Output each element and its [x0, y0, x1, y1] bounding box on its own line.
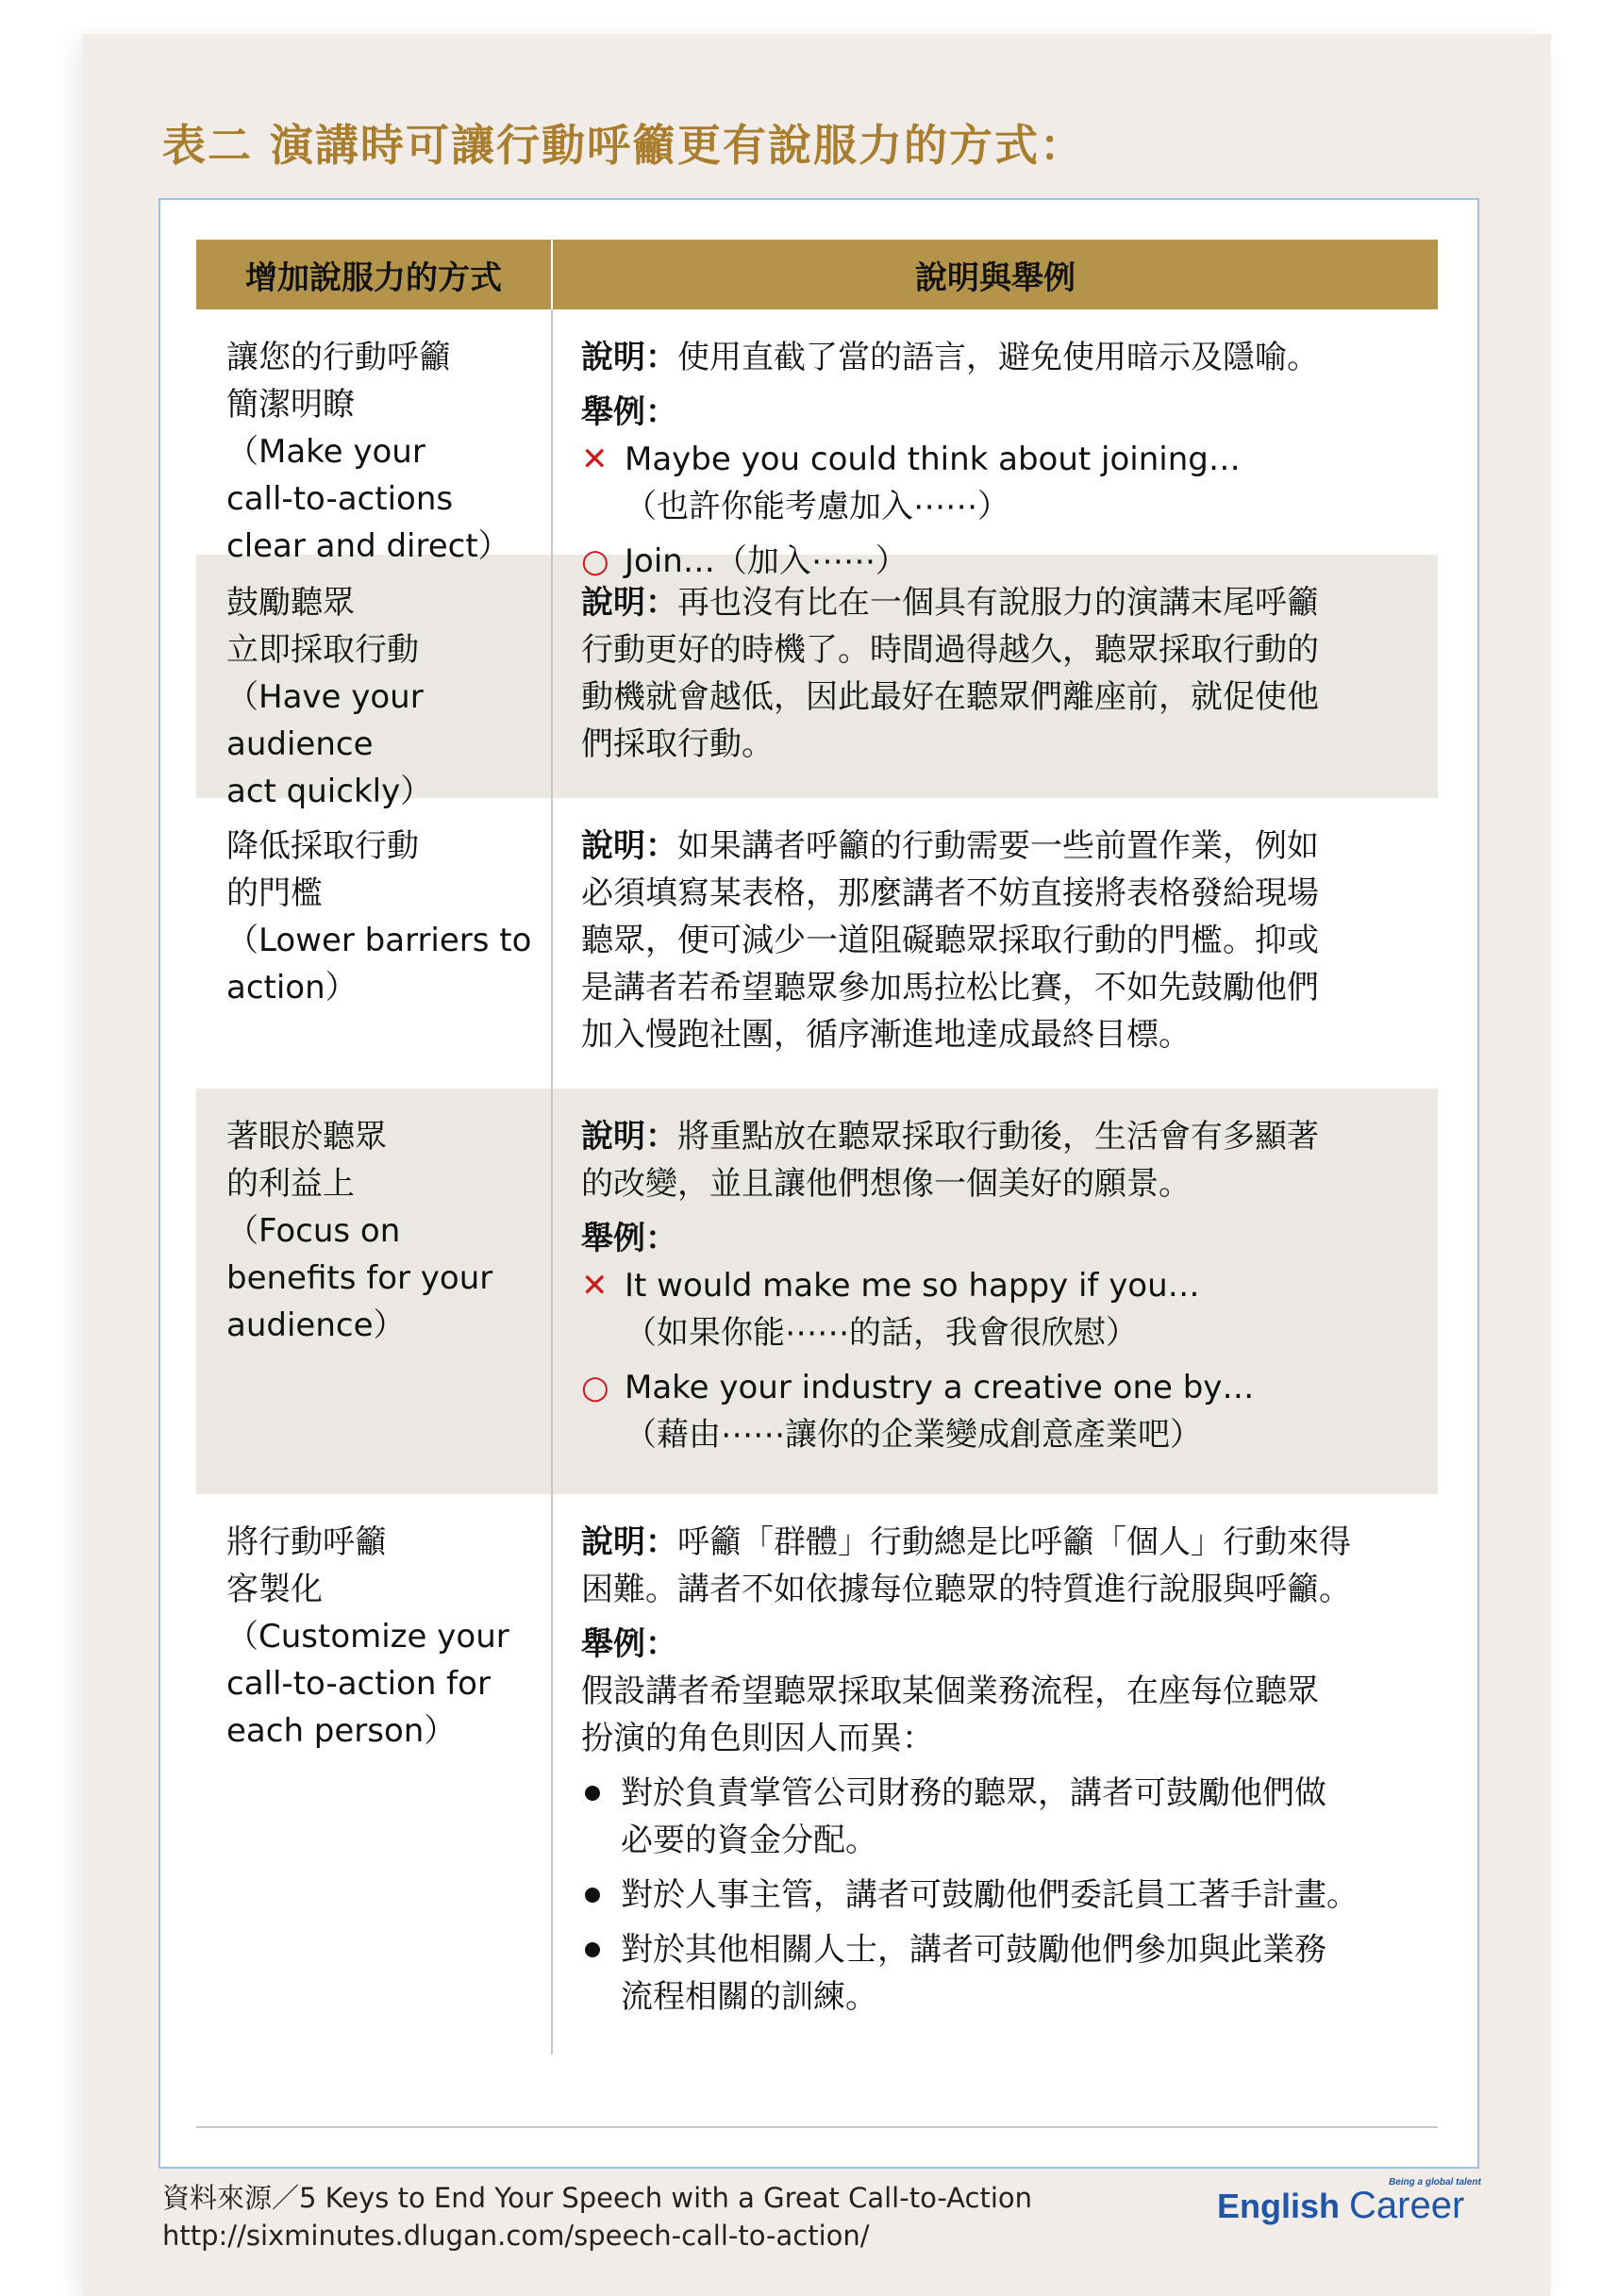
example-label: 舉例： [581, 1625, 677, 1663]
explanation-cell: 說明：使用直截了當的語言，避免使用暗示及隱喻。 舉例： ✕ Maybe you could think about joining… （也許你能考慮加入⋯⋯） ○ Join…（加入⋯⋯） [553, 309, 1438, 555]
method-cell: 降低採取行動 的門檻 （Lower barriers to action） [196, 798, 553, 1089]
list-item: 對於人事主管，講者可鼓勵他們委託員工著手計畫。 [581, 1872, 1419, 1919]
explanation-label: 說明： [581, 339, 677, 376]
list-item: 對於負責掌管公司財務的聽眾，講者可鼓勵他們做 必要的資金分配。 [581, 1770, 1419, 1864]
list-item: 對於其他相關人士，講者可鼓勵他們參加與此業務 流程相關的訓練。 [581, 1926, 1419, 2021]
cross-icon: ✕ [581, 1267, 609, 1305]
circle-icon: ○ [581, 542, 609, 580]
explanation-cell: 說明：再也沒有比在一個具有說服力的演講末尾呼籲 行動更好的時機了。時間過得越久，聽眾採取行動的 動機就會越低，因此最好在聽眾們離座前，就促使他 們採取行動。 [581, 584, 1319, 763]
header-method: 增加說服力的方式 [196, 240, 553, 309]
method-cell: 鼓勵聽眾 立即採取行動 （Have your audience act quickly） [196, 555, 553, 798]
source-note [162, 2179, 1032, 2254]
method-cell: 將行動呼籲 客製化 （Customize your call-to-action for each person） [196, 1494, 553, 2055]
logo-career: Career [1349, 2185, 1465, 2226]
explanation-cell: 說明：將重點放在聽眾採取行動後，生活會有多顯著 的改變，並且讓他們想像一個美好的願景。 舉例： ✕ It would make me so happy if you… （如果你能⋯⋯的話，我會很欣慰） ○ Make your industry a creative one by… （藉由⋯⋯讓你的企業變成創意產業吧） [553, 1089, 1438, 1494]
explanation-label: 說明： [581, 1118, 677, 1156]
explanation-cell: 說明：呼籲「群體」行動總是比呼籲「個人」行動來得 困難。講者不如依據每位聽眾的特質進行說服與呼籲。 舉例： 假設講者希望聽眾採取某個業務流程，在座每位聽眾 扮演的角色則因人而異： 對於負責掌管公司財務的聽眾，講者可鼓勵他們做 必要的資金分配。 對於人事主管，講者可鼓勵他們委託員工著手計畫。 對於其他相關人士，講者可鼓勵他們參加與此業務 流程相關的訓練。 [553, 1494, 1438, 2055]
logo-tagline: Being a global talent [1389, 2177, 1481, 2188]
table-header-row [196, 240, 1438, 309]
explanation-label: 說明： [581, 827, 677, 865]
table-row [196, 1494, 1438, 2055]
explanation-label: 說明： [581, 584, 677, 622]
bullet-list [581, 1770, 1419, 2021]
bullet-icon [585, 1786, 600, 1801]
source-text: 資料來源／5 Keys to End Your Speech with a Great Call-to-Action [162, 2182, 1032, 2214]
table-row [196, 309, 1438, 580]
explanation-cell: 說明：如果講者呼籲的行動需要一些前置作業，例如 必須填寫某表格，那麼講者不妨直接將表格發給現場 聽眾，便可減少一道阻礙聽眾採取行動的門檻。抑或 是講者若希望聽眾參加馬拉松比賽，不如先鼓勵他們 加入慢跑社團，循序漸進地達成最終目標。 [581, 827, 1319, 1054]
table-row [196, 1089, 1438, 1494]
table-row [196, 555, 1438, 810]
cross-icon: ✕ [581, 441, 609, 478]
method-cell: 讓您的行動呼籲 簡潔明瞭 （Make your call-to-actions clear and direct） [196, 309, 553, 555]
logo-english: English [1217, 2187, 1341, 2225]
example-label: 舉例： [581, 1220, 677, 1257]
table-row [196, 798, 1438, 1089]
english-career-logo [1217, 2175, 1481, 2236]
page-title: 表二 演講時可讓行動呼籲更有說服力的方式： [162, 120, 1086, 171]
table-bottom-rule [196, 2126, 1438, 2128]
method-cell: 著眼於聽眾 的利益上 （Focus on benefits for your audience） [196, 1089, 553, 1494]
persuasion-table [196, 240, 1438, 2055]
source-url: http://sixminutes.dlugan.com/speech-call-to-action/ [162, 2220, 870, 2252]
header-explanation: 說明與舉例 [915, 258, 1076, 297]
explanation-label: 說明： [581, 1523, 677, 1561]
circle-icon: ○ [581, 1369, 609, 1406]
bullet-icon [585, 1888, 600, 1903]
bullet-icon [585, 1942, 600, 1957]
example-label: 舉例： [581, 393, 677, 431]
